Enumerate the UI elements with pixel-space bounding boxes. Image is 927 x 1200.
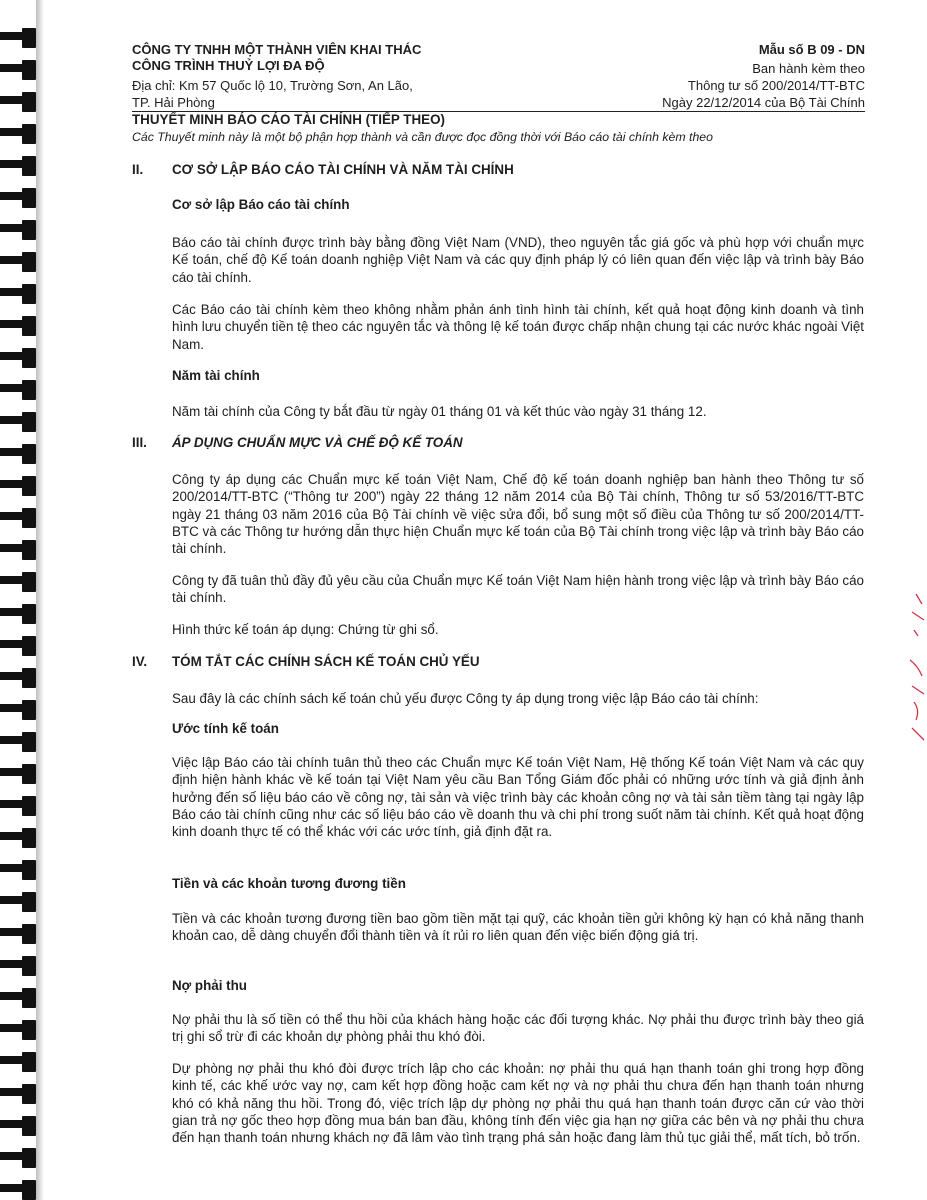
- section-4-title: TÓM TẮT CÁC CHÍNH SÁCH KẾ TOÁN CHỦ YẾU: [172, 654, 480, 669]
- section-2-sub-basis: Cơ sở lập Báo cáo tài chính: [172, 197, 350, 212]
- section-3-paragraph-2: Công ty đã tuân thủ đầy đủ yêu cầu của Chuẩn mực Kế toán Việt Nam hiện hành trong việc lập và trình bày Báo cáo tài chính.: [172, 573, 864, 606]
- binding-ring-tip: [22, 1116, 36, 1136]
- binding-ring: [0, 924, 36, 944]
- company-address-line1: Địa chỉ: Km 57 Quốc lộ 10, Trường Sơn, An Lão,: [132, 78, 413, 93]
- binding-ring-tip: [22, 764, 36, 784]
- binding-ring: [0, 1180, 36, 1200]
- binding-ring-tip: [22, 444, 36, 464]
- section-3-title: ÁP DỤNG CHUẨN MỰC VÀ CHẾ ĐỘ KẾ TOÁN: [172, 435, 463, 450]
- binding-ring: [0, 540, 36, 560]
- binding-ring-tip: [22, 1052, 36, 1072]
- section-4-sub-estimates: Ước tính kế toán: [172, 721, 279, 736]
- binding-ring: [0, 572, 36, 592]
- binding-ring-tip: [22, 1180, 36, 1200]
- binding-ring-tip: [22, 28, 36, 48]
- form-circular: Thông tư số 200/2014/TT-BTC: [687, 78, 865, 93]
- binding-ring: [0, 92, 36, 112]
- binding-ring-tip: [22, 220, 36, 240]
- doc-title: THUYẾT MINH BÁO CÁO TÀI CHÍNH (TIẾP THEO): [132, 112, 445, 127]
- section-4-sub-receivables: Nợ phải thu: [172, 978, 247, 993]
- binding-ring-tip: [22, 668, 36, 688]
- binding-ring-tip: [22, 508, 36, 528]
- section-3-number: III.: [132, 435, 147, 450]
- section-4-number: IV.: [132, 654, 148, 669]
- binding-ring-tip: [22, 892, 36, 912]
- binding-ring: [0, 700, 36, 720]
- form-date: Ngày 22/12/2014 của Bộ Tài Chính: [662, 95, 865, 110]
- binding-ring: [0, 220, 36, 240]
- binding-ring: [0, 1052, 36, 1072]
- binding-ring-tip: [22, 92, 36, 112]
- spiral-binding: [0, 0, 46, 1200]
- binding-ring: [0, 1020, 36, 1040]
- binding-ring-tip: [22, 1148, 36, 1168]
- binding-ring: [0, 796, 36, 816]
- binding-ring: [0, 28, 36, 48]
- binding-ring-tip: [22, 412, 36, 432]
- binding-ring: [0, 604, 36, 624]
- section-3-paragraph-1: Công ty áp dụng các Chuẩn mực kế toán Việt Nam, Chế độ kế toán doanh nghiệp ban hành theo Thông tư số 200/2014/TT-BTC (“Thông tư 200”) ngày 22 tháng 12 năm 2014 của Bộ Tài chính, Thông tư số 53/2016/TT-BTC ngày 21 tháng 03 năm 2016 của Bộ Tài chính về việc sửa đổi, bổ sung một số điều của Thông tư số 200/2014/TT-BTC và các Thông tư hướng dẫn thực hiện Chuẩn mực kế toán của Bộ Tài chính trong việc lập và trình bày Báo cáo tài chính.: [172, 472, 864, 557]
- binding-ring: [0, 444, 36, 464]
- binding-ring: [0, 60, 36, 80]
- binding-ring-tip: [22, 156, 36, 176]
- section-2-sub-fiscal-year: Năm tài chính: [172, 368, 260, 383]
- binding-ring: [0, 828, 36, 848]
- binding-shadow: [36, 0, 44, 1200]
- binding-ring: [0, 668, 36, 688]
- section-4-paragraph-cash: Tiền và các khoản tương đương tiền bao gồm tiền mặt tại quỹ, các khoản tiền gửi không kỳ hạn có khả năng thanh khoản cao, dễ dàng chuyển đổi thành tiền và ít rủi ro liên quan đến việc biến động giá trị.: [172, 911, 864, 944]
- form-number: Mẫu số B 09 - DN: [758, 42, 865, 57]
- binding-ring: [0, 956, 36, 976]
- binding-ring-tip: [22, 124, 36, 144]
- binding-ring-tip: [22, 988, 36, 1008]
- binding-ring: [0, 156, 36, 176]
- section-2-title: CƠ SỞ LẬP BÁO CÁO TÀI CHÍNH VÀ NĂM TÀI CHÍNH: [172, 162, 514, 177]
- binding-ring-tip: [22, 924, 36, 944]
- doc-subtitle: Các Thuyết minh này là một bộ phận hợp thành và cần được đọc đồng thời với Báo cáo tài chính kèm theo: [132, 130, 713, 144]
- binding-ring: [0, 764, 36, 784]
- binding-ring: [0, 860, 36, 880]
- binding-ring-tip: [22, 796, 36, 816]
- binding-ring: [0, 1116, 36, 1136]
- company-address-line2: TP. Hải Phòng: [132, 95, 215, 110]
- binding-ring-tip: [22, 252, 36, 272]
- binding-ring: [0, 1148, 36, 1168]
- binding-ring: [0, 380, 36, 400]
- binding-ring: [0, 188, 36, 208]
- binding-ring-tip: [22, 956, 36, 976]
- binding-ring: [0, 892, 36, 912]
- handwritten-margin-note: [904, 590, 927, 750]
- company-name-line2: CÔNG TRÌNH THUỶ LỢI ĐA ĐỘ: [132, 58, 325, 73]
- binding-ring: [0, 508, 36, 528]
- binding-ring: [0, 124, 36, 144]
- section-4-paragraph-estimates: Việc lập Báo cáo tài chính tuân thủ theo các Chuẩn mực Kế toán Việt Nam, Hệ thống Kế toán Việt Nam và các quy định hiện hành khác về kế toán tại Việt Nam yêu cầu Ban Tổng Giám đốc phải có những ước tính và giả định ảnh hưởng đến số liệu báo cáo về công nợ, tài sản và việc trình bày các khoản công nợ và tài sản tiềm tàng tại ngày lập Báo cáo tài chính cũng như các số liệu báo cáo về doanh thu và chi phí trong suốt năm tài chính. Kết quả hoạt động kinh doanh thực tế có thể khác với các ước tính, giả định đặt ra.: [172, 755, 864, 840]
- binding-ring: [0, 412, 36, 432]
- binding-ring-tip: [22, 380, 36, 400]
- binding-ring: [0, 316, 36, 336]
- section-2-number: II.: [132, 162, 144, 177]
- binding-ring-tip: [22, 700, 36, 720]
- company-name-line1: CÔNG TY TNHH MỘT THÀNH VIÊN KHAI THÁC: [132, 42, 422, 57]
- binding-ring-tip: [22, 348, 36, 368]
- binding-ring-tip: [22, 636, 36, 656]
- binding-ring: [0, 476, 36, 496]
- binding-ring-tip: [22, 860, 36, 880]
- binding-ring-tip: [22, 828, 36, 848]
- binding-ring-tip: [22, 540, 36, 560]
- section-4-sub-cash: Tiền và các khoản tương đương tiền: [172, 876, 406, 891]
- binding-ring-tip: [22, 604, 36, 624]
- binding-ring-tip: [22, 1084, 36, 1104]
- section-2-paragraph-2: Các Báo cáo tài chính kèm theo không nhằm phản ánh tình hình tài chính, kết quả hoạt động kinh doanh và tình hình lưu chuyển tiền tệ theo các nguyên tắc và thông lệ kế toán được chấp nhận chung tại các nước khác ngoài Việt Nam.: [172, 302, 864, 352]
- section-4-intro: Sau đây là các chính sách kế toán chủ yếu được Công ty áp dụng trong việc lập Báo cáo tài chính:: [172, 691, 759, 706]
- binding-ring-tip: [22, 316, 36, 336]
- binding-ring: [0, 1084, 36, 1104]
- binding-ring: [0, 252, 36, 272]
- binding-ring: [0, 348, 36, 368]
- binding-ring: [0, 636, 36, 656]
- binding-ring: [0, 988, 36, 1008]
- binding-ring-tip: [22, 188, 36, 208]
- binding-ring-tip: [22, 732, 36, 752]
- binding-ring-tip: [22, 1020, 36, 1040]
- section-4-paragraph-receivables: Nợ phải thu là số tiền có thể thu hồi của khách hàng hoặc các đối tượng khác. Nợ phải thu được trình bày theo giá trị ghi sổ trừ đi các khoản dự phòng phải thu khó đòi.: [172, 1012, 864, 1045]
- binding-ring-tip: [22, 476, 36, 496]
- section-2-paragraph-1: Báo cáo tài chính được trình bày bằng đồng Việt Nam (VND), theo nguyên tắc giá gốc và phù hợp với chuẩn mực Kế toán, chế độ Kế toán doanh nghiệp Việt Nam và các quy định pháp lý có liên quan đến việc lập và trình bày Báo cáo tài chính.: [172, 235, 864, 285]
- binding-ring: [0, 732, 36, 752]
- binding-ring-tip: [22, 572, 36, 592]
- section-3-paragraph-3: Hình thức kế toán áp dụng: Chứng từ ghi sổ.: [172, 622, 439, 637]
- form-issued-with: Ban hành kèm theo: [752, 61, 865, 76]
- binding-ring: [0, 284, 36, 304]
- section-2-paragraph-3: Năm tài chính của Công ty bắt đầu từ ngày 01 tháng 01 và kết thúc vào ngày 31 tháng 12.: [172, 404, 707, 419]
- binding-ring-tip: [22, 284, 36, 304]
- section-4-paragraph-provision: Dự phòng nợ phải thu khó đòi được trích lập cho các khoản: nợ phải thu quá hạn thanh toán ghi trong hợp đồng kinh tế, các khế ước vay nợ, cam kết hợp đồng hoặc cam kết nợ và nợ phải thu chưa đến hạn thanh toán nhưng khó có khả năng thu hồi. Trong đó, việc trích lập dự phòng nợ phải thu quá hạn thanh toán được căn cứ vào thời gian trả nợ gốc theo hợp đồng mua bán ban đầu, không tính đến việc gia hạn nợ giữa các bên và nợ phải thu chưa đến hạn thanh toán nhưng khách nợ đã lâm vào tình trạng phá sản hoặc đang làm thủ tục giải thể, mất tích, bỏ trốn.: [172, 1061, 864, 1146]
- binding-ring-tip: [22, 60, 36, 80]
